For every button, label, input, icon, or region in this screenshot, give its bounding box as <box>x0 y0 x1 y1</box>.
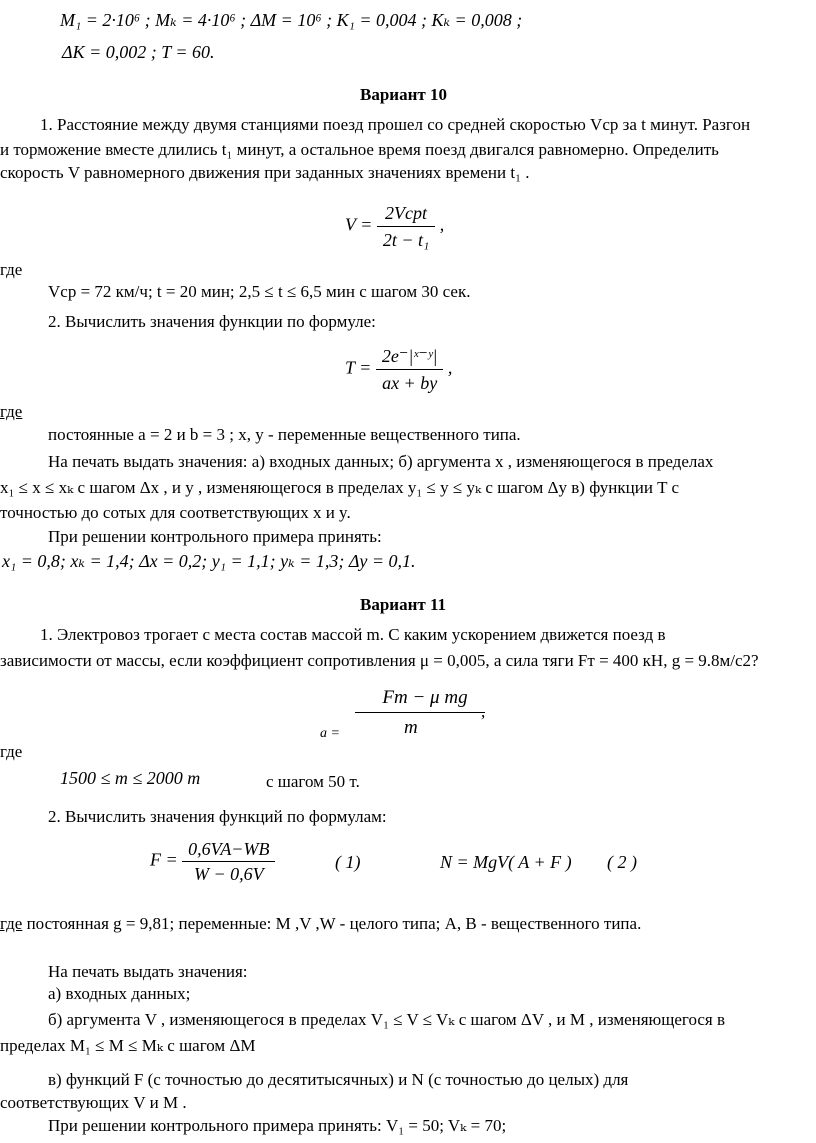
formula-tail: , <box>439 214 445 235</box>
v11-constants-line <box>0 914 641 934</box>
formula-denominator: 2t − t₁ <box>377 226 435 253</box>
formula-tail: , <box>447 357 453 378</box>
v10-formula-t <box>345 343 452 396</box>
top-formula-line-2: ΔK = 0,002 ; T = 60. <box>62 42 215 62</box>
v11-constants: постоянная g = 9,81; переменные: M ,V ,W - целого типа; A, B - вещественного типа. <box>22 914 642 933</box>
v11-formula-f <box>150 837 275 886</box>
v11-task1-line-1: 1. Электровоз трогает с места состав массой m. С каким ускорением движется поезд в <box>40 625 666 644</box>
v11-print-c-line-2: соответствующих V и M . <box>0 1093 187 1112</box>
v10-where-1: где <box>0 260 23 279</box>
v10-print-line-3: точностью до сотых для соответствующих x и y. <box>0 503 351 522</box>
v10-task2: 2. Вычислить значения функции по формуле: <box>48 312 376 331</box>
formula-lhs: T = <box>345 357 372 378</box>
v11-print-b-line-1: б) аргумента V , изменяющегося в пределах V₁ ≤ V ≤ Vₖ с шагом ΔV , и M , изменяющегося в <box>48 1010 726 1029</box>
v11-formula-lhs: a = <box>320 726 340 741</box>
v10-control-title: При решении контрольного примера принять: <box>48 527 382 546</box>
v10-where-2: где <box>0 402 23 421</box>
formula-fraction <box>182 837 275 886</box>
v11-formula-numerator: Fт − μ mg <box>382 687 468 708</box>
v10-print-line-2: x₁ ≤ x ≤ xₖ с шагом Δx , и y , изменяющегося в пределах y₁ ≤ y ≤ yₖ с шагом Δy в) функции T с <box>0 478 680 497</box>
v10-task1-line-2: и торможение вместе длились t₁ минут, а остальное время поезд двигался равномерно. Определить <box>0 140 719 159</box>
v11-formula-n: N = MgV( A + F ) <box>440 852 572 872</box>
v11-where-1: где <box>0 742 23 761</box>
v10-control-values: x₁ = 0,8; xₖ = 1,4; Δx = 0,2; y₁ = 1,1; yₖ = 1,3; Δy = 0,1. <box>2 551 416 571</box>
v11-formula-label-2: ( 2 ) <box>607 852 637 872</box>
v11-print-head: На печать выдать значения: <box>48 962 248 981</box>
v10-task1-line-1: 1. Расстояние между двумя станциями поезд прошел со средней скоростью Vср за t минут. Разгон <box>40 115 751 134</box>
v10-params: Vср = 72 км/ч; t = 20 мин; 2,5 ≤ t ≤ 6,5 мин с шагом 30 сек. <box>48 282 471 301</box>
v11-formula-label-1: ( 1) <box>335 852 361 872</box>
variant-11-heading: Вариант 11 <box>360 595 447 614</box>
formula-numerator: 2Vсрt <box>385 203 428 223</box>
formula-lhs: V = <box>345 214 373 235</box>
v10-constants: постоянные a = 2 и b = 3 ; x, y - переменные вещественного типа. <box>48 425 521 444</box>
v10-print-line-1: На печать выдать значения: а) входных данных; б) аргумента x , изменяющегося в пределах <box>48 452 714 471</box>
v11-print-a: а) входных данных; <box>48 984 191 1003</box>
formula-denominator: ax + by <box>376 369 444 396</box>
v11-where-2: где <box>0 914 23 933</box>
v11-formula-comma: , <box>481 702 486 721</box>
formula-lhs: F = <box>150 849 178 870</box>
v10-formula-speed <box>345 200 444 253</box>
v11-mass-range: 1500 ≤ m ≤ 2000 m <box>60 768 201 788</box>
v11-control: При решении контрольного примера принять: V₁ = 50; Vₖ = 70; <box>48 1116 507 1135</box>
v11-print-c-line-1: в) функций F (с точностью до десятитысячных) и N (с точностью до целых) для <box>48 1070 629 1089</box>
v11-task1-line-2: зависимости от массы, если коэффициент сопротивления μ = 0,005, а сила тяги Fт = 400 кН, g = 9.8м/с2? <box>0 651 759 670</box>
v11-print-b-line-2: пределах M₁ ≤ M ≤ Mₖ с шагом ΔM <box>0 1036 256 1055</box>
variant-10-heading: Вариант 10 <box>360 85 447 104</box>
top-formula-line-1: M₁ = 2·10⁶ ; Mₖ = 4·10⁶ ; ΔM = 10⁶ ; K₁ = 0,004 ; Kₖ = 0,008 ; <box>60 10 523 30</box>
formula-fraction <box>377 200 435 253</box>
v11-task2: 2. Вычислить значения функций по формулам: <box>48 807 387 826</box>
v11-mass-step: с шагом 50 т. <box>266 772 360 791</box>
v11-formula-denominator: m <box>404 717 418 738</box>
v10-task1-line-3: скорость V равномерного движения при заданных значениях времени t₁ . <box>0 163 530 182</box>
formula-numerator: 2e⁻|ˣ⁻ʸ| <box>381 346 438 366</box>
formula-numerator: 0,6VA−WB <box>188 839 270 859</box>
v11-fraction-bar <box>355 712 485 713</box>
formula-denominator: W − 0,6V <box>182 861 275 886</box>
formula-fraction <box>376 343 444 396</box>
